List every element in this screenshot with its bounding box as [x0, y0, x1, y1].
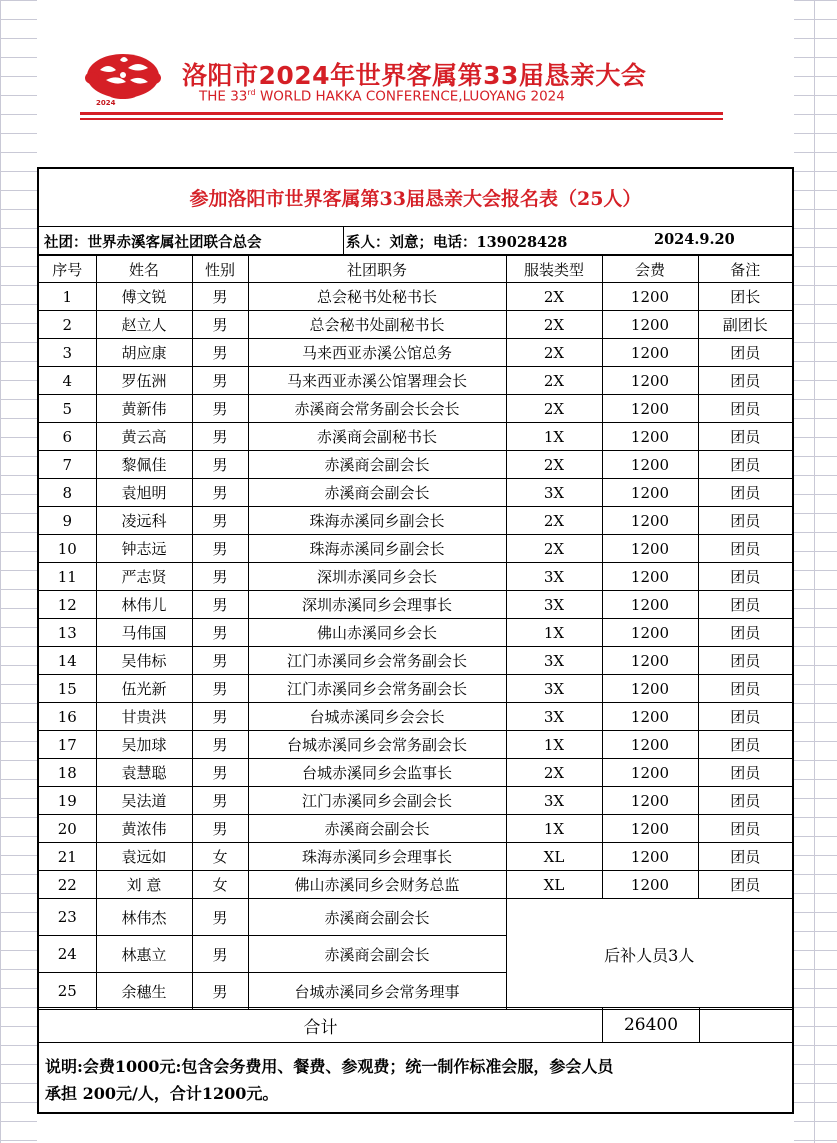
- total-row: [39, 1007, 792, 1043]
- cell-role: 赤溪商会副会长: [248, 451, 506, 479]
- column-header: 姓名: [96, 256, 192, 283]
- fee-note-line: 说明:会费1000元:包含会务费用、餐费、参观费；统一制作标准会服，参会人员: [45, 1057, 614, 1076]
- cell-fee: 1200: [602, 283, 698, 311]
- total-value: 26400: [602, 1008, 700, 1042]
- cell-note: 团员: [698, 591, 792, 619]
- cell-role: 深圳赤溪同乡会理事长: [248, 591, 506, 619]
- cell-gender: 男: [192, 759, 248, 787]
- info-divider: [343, 227, 344, 254]
- cell-note: 团员: [698, 535, 792, 563]
- column-header: 社团职务: [248, 256, 506, 283]
- cell-name: 伍光新: [96, 675, 192, 703]
- table-row: [39, 395, 792, 423]
- cell-size: 1X: [506, 423, 602, 451]
- cell-fee: 1200: [602, 563, 698, 591]
- form-title: 参加洛阳市世界客属第33届恳亲大会报名表（25人）: [39, 169, 792, 227]
- cell-note: 团员: [698, 871, 792, 899]
- cell-gender: 男: [192, 936, 248, 973]
- cell-gender: 男: [192, 815, 248, 843]
- cell-gender: 男: [192, 591, 248, 619]
- cell-fee: 1200: [602, 703, 698, 731]
- cell-fee: 1200: [602, 647, 698, 675]
- table-row: [39, 479, 792, 507]
- cell-note: 团员: [698, 395, 792, 423]
- cell-size: 1X: [506, 619, 602, 647]
- cell-name: 黄云高: [96, 423, 192, 451]
- cell-name: 吴法道: [96, 787, 192, 815]
- conference-title-cn: 洛阳市2024年世界客属第33届恳亲大会: [182, 61, 647, 90]
- cell-role: 佛山赤溪同乡会财务总监: [248, 871, 506, 899]
- cell-role: 赤溪商会副会长: [248, 479, 506, 507]
- cell-name: 袁慧聪: [96, 759, 192, 787]
- table-row: [39, 563, 792, 591]
- table-row: [39, 815, 792, 843]
- table-row: [39, 871, 792, 899]
- cell-note: 团长: [698, 283, 792, 311]
- cell-size: 3X: [506, 703, 602, 731]
- cell-name: 袁旭明: [96, 479, 192, 507]
- table-row: [39, 843, 792, 871]
- cell-note: 团员: [698, 731, 792, 759]
- cell-name: 黎佩佳: [96, 451, 192, 479]
- cell-no: 5: [39, 395, 96, 423]
- cell-fee: 1200: [602, 871, 698, 899]
- table-row: [39, 899, 792, 936]
- cell-no: 24: [39, 936, 96, 973]
- cell-role: 赤溪商会副秘书长: [248, 423, 506, 451]
- conference-title-en: THE 33rd WORLD HAKKA CONFERENCE,LUOYANG 2024: [199, 88, 565, 105]
- cell-size: 2X: [506, 759, 602, 787]
- table-row: [39, 787, 792, 815]
- cell-fee: 1200: [602, 451, 698, 479]
- cell-note: 副团长: [698, 311, 792, 339]
- cell-role: 总会秘书处秘书长: [248, 283, 506, 311]
- cell-gender: 男: [192, 703, 248, 731]
- conference-banner: [78, 48, 723, 126]
- cell-no: 2: [39, 311, 96, 339]
- peony-logo-icon: [82, 48, 164, 112]
- cell-size: 2X: [506, 535, 602, 563]
- cell-gender: 女: [192, 871, 248, 899]
- table-row: [39, 535, 792, 563]
- cell-no: 7: [39, 451, 96, 479]
- cell-fee: 1200: [602, 507, 698, 535]
- cell-role: 台城赤溪同乡会常务副会长: [248, 731, 506, 759]
- table-row: [39, 367, 792, 395]
- table-row: [39, 591, 792, 619]
- cell-note: 团员: [698, 675, 792, 703]
- column-header: 备注: [698, 256, 792, 283]
- cell-name: 吴伟标: [96, 647, 192, 675]
- cell-gender: 男: [192, 367, 248, 395]
- registration-table: [39, 255, 792, 1010]
- table-row: [39, 619, 792, 647]
- cell-no: 10: [39, 535, 96, 563]
- cell-role: 马来西亚赤溪公馆署理会长: [248, 367, 506, 395]
- cell-note: 团员: [698, 843, 792, 871]
- cell-gender: 男: [192, 311, 248, 339]
- cell-note: 团员: [698, 619, 792, 647]
- cell-name: 傅文锐: [96, 283, 192, 311]
- cell-no: 13: [39, 619, 96, 647]
- cell-no: 16: [39, 703, 96, 731]
- cell-name: 罗伍洲: [96, 367, 192, 395]
- cell-note: 团员: [698, 367, 792, 395]
- cell-size: 2X: [506, 367, 602, 395]
- cell-fee: 1200: [602, 619, 698, 647]
- cell-gender: 男: [192, 339, 248, 367]
- cell-role: 珠海赤溪同乡会理事长: [248, 843, 506, 871]
- organization: 社团：世界赤溪客属社团联合总会: [44, 234, 262, 251]
- cell-fee: 1200: [602, 339, 698, 367]
- cell-name: 钟志远: [96, 535, 192, 563]
- cell-fee: 1200: [602, 843, 698, 871]
- registration-form: [37, 167, 794, 1114]
- cell-role: 江门赤溪同乡会常务副会长: [248, 647, 506, 675]
- cell-note: 团员: [698, 759, 792, 787]
- cell-fee: 1200: [602, 479, 698, 507]
- info-row: [39, 227, 792, 255]
- cell-size: 3X: [506, 675, 602, 703]
- cell-gender: 男: [192, 395, 248, 423]
- cell-gender: 女: [192, 843, 248, 871]
- cell-size: 3X: [506, 479, 602, 507]
- cell-role: 赤溪商会副会长: [248, 815, 506, 843]
- cell-gender: 男: [192, 563, 248, 591]
- table-header-row: [39, 256, 792, 283]
- logo-caption: 2024: [96, 99, 116, 107]
- cell-gender: 男: [192, 619, 248, 647]
- cell-fee: 1200: [602, 395, 698, 423]
- table-row: [39, 339, 792, 367]
- cell-role: 赤溪商会副会长: [248, 899, 506, 936]
- table-row: [39, 507, 792, 535]
- cell-no: 20: [39, 815, 96, 843]
- cell-role: 台城赤溪同乡会监事长: [248, 759, 506, 787]
- cell-no: 1: [39, 283, 96, 311]
- cell-role: 珠海赤溪同乡副会长: [248, 535, 506, 563]
- cell-note: 团员: [698, 647, 792, 675]
- cell-gender: 男: [192, 535, 248, 563]
- cell-fee: 1200: [602, 591, 698, 619]
- form-date: 2024.9.20: [654, 231, 735, 248]
- banner-divider: [80, 112, 723, 115]
- cell-size: 2X: [506, 451, 602, 479]
- cell-no: 15: [39, 675, 96, 703]
- cell-fee: 1200: [602, 787, 698, 815]
- cell-note: 团员: [698, 563, 792, 591]
- cell-name: 袁远如: [96, 843, 192, 871]
- cell-fee: 1200: [602, 731, 698, 759]
- table-row: [39, 423, 792, 451]
- cell-size: 3X: [506, 647, 602, 675]
- cell-name: 凌远科: [96, 507, 192, 535]
- cell-gender: 男: [192, 451, 248, 479]
- cell-name: 吴加球: [96, 731, 192, 759]
- cell-role: 江门赤溪同乡会常务副会长: [248, 675, 506, 703]
- cell-size: 1X: [506, 815, 602, 843]
- cell-no: 6: [39, 423, 96, 451]
- cell-name: 林伟儿: [96, 591, 192, 619]
- cell-size: XL: [506, 843, 602, 871]
- cell-role: 深圳赤溪同乡会长: [248, 563, 506, 591]
- cell-size: 3X: [506, 787, 602, 815]
- cell-fee: 1200: [602, 367, 698, 395]
- cell-gender: 男: [192, 675, 248, 703]
- table-row: [39, 647, 792, 675]
- cell-size: 3X: [506, 563, 602, 591]
- cell-size: 2X: [506, 395, 602, 423]
- table-row: [39, 451, 792, 479]
- cell-no: 9: [39, 507, 96, 535]
- cell-no: 14: [39, 647, 96, 675]
- cell-no: 19: [39, 787, 96, 815]
- cell-gender: 男: [192, 479, 248, 507]
- cell-no: 18: [39, 759, 96, 787]
- table-row: [39, 283, 792, 311]
- cell-name: 林惠立: [96, 936, 192, 973]
- cell-role: 佛山赤溪同乡会长: [248, 619, 506, 647]
- table-row: [39, 311, 792, 339]
- cell-note: 团员: [698, 787, 792, 815]
- cell-gender: 男: [192, 973, 248, 1010]
- extra-members-note: 后补人员3人: [506, 899, 792, 1010]
- cell-role: 珠海赤溪同乡副会长: [248, 507, 506, 535]
- cell-size: 2X: [506, 311, 602, 339]
- cell-no: 12: [39, 591, 96, 619]
- table-row: [39, 675, 792, 703]
- cell-no: 22: [39, 871, 96, 899]
- cell-gender: 男: [192, 423, 248, 451]
- cell-no: 4: [39, 367, 96, 395]
- table-row: [39, 759, 792, 787]
- cell-fee: 1200: [602, 311, 698, 339]
- cell-name: 赵立人: [96, 311, 192, 339]
- cell-role: 江门赤溪同乡会副会长: [248, 787, 506, 815]
- fee-note: [45, 1053, 785, 1107]
- cell-no: 23: [39, 899, 96, 936]
- cell-note: 团员: [698, 507, 792, 535]
- cell-name: 严志贤: [96, 563, 192, 591]
- table-row: [39, 703, 792, 731]
- cell-fee: 1200: [602, 535, 698, 563]
- cell-no: 21: [39, 843, 96, 871]
- cell-size: 2X: [506, 339, 602, 367]
- cell-name: 余穗生: [96, 973, 192, 1010]
- cell-name: 胡应康: [96, 339, 192, 367]
- cell-gender: 男: [192, 899, 248, 936]
- cell-no: 8: [39, 479, 96, 507]
- cell-name: 林伟杰: [96, 899, 192, 936]
- cell-name: 马伟国: [96, 619, 192, 647]
- cell-no: 11: [39, 563, 96, 591]
- cell-role: 台城赤溪同乡会常务理事: [248, 973, 506, 1010]
- cell-gender: 男: [192, 283, 248, 311]
- cell-note: 团员: [698, 423, 792, 451]
- total-label: 合计: [303, 1017, 338, 1038]
- cell-fee: 1200: [602, 423, 698, 451]
- table-row: [39, 731, 792, 759]
- column-header: 服装类型: [506, 256, 602, 283]
- cell-name: 刘 意: [96, 871, 192, 899]
- cell-size: 2X: [506, 283, 602, 311]
- cell-fee: 1200: [602, 815, 698, 843]
- cell-size: 3X: [506, 591, 602, 619]
- fee-note-line: 承担 200元/人，合计1200元。: [45, 1084, 279, 1103]
- cell-role: 总会秘书处副秘书长: [248, 311, 506, 339]
- column-header: 会费: [602, 256, 698, 283]
- banner-divider: [80, 118, 723, 120]
- cell-size: XL: [506, 871, 602, 899]
- cell-no: 25: [39, 973, 96, 1010]
- cell-role: 马来西亚赤溪公馆总务: [248, 339, 506, 367]
- cell-size: 2X: [506, 507, 602, 535]
- cell-note: 团员: [698, 703, 792, 731]
- cell-fee: 1200: [602, 759, 698, 787]
- contact: 系人：刘意；电话：139028428: [346, 234, 568, 251]
- cell-note: 团员: [698, 451, 792, 479]
- cell-no: 3: [39, 339, 96, 367]
- cell-name: 甘贵洪: [96, 703, 192, 731]
- cell-role: 台城赤溪同乡会会长: [248, 703, 506, 731]
- cell-note: 团员: [698, 479, 792, 507]
- cell-name: 黄新伟: [96, 395, 192, 423]
- column-header: 序号: [39, 256, 96, 283]
- cell-note: 团员: [698, 815, 792, 843]
- cell-fee: 1200: [602, 675, 698, 703]
- cell-name: 黄浓伟: [96, 815, 192, 843]
- cell-gender: 男: [192, 731, 248, 759]
- cell-no: 17: [39, 731, 96, 759]
- cell-size: 1X: [506, 731, 602, 759]
- column-header: 性别: [192, 256, 248, 283]
- cell-gender: 男: [192, 647, 248, 675]
- cell-gender: 男: [192, 507, 248, 535]
- cell-role: 赤溪商会副会长: [248, 936, 506, 973]
- cell-role: 赤溪商会常务副会长会长: [248, 395, 506, 423]
- cell-gender: 男: [192, 787, 248, 815]
- cell-note: 团员: [698, 339, 792, 367]
